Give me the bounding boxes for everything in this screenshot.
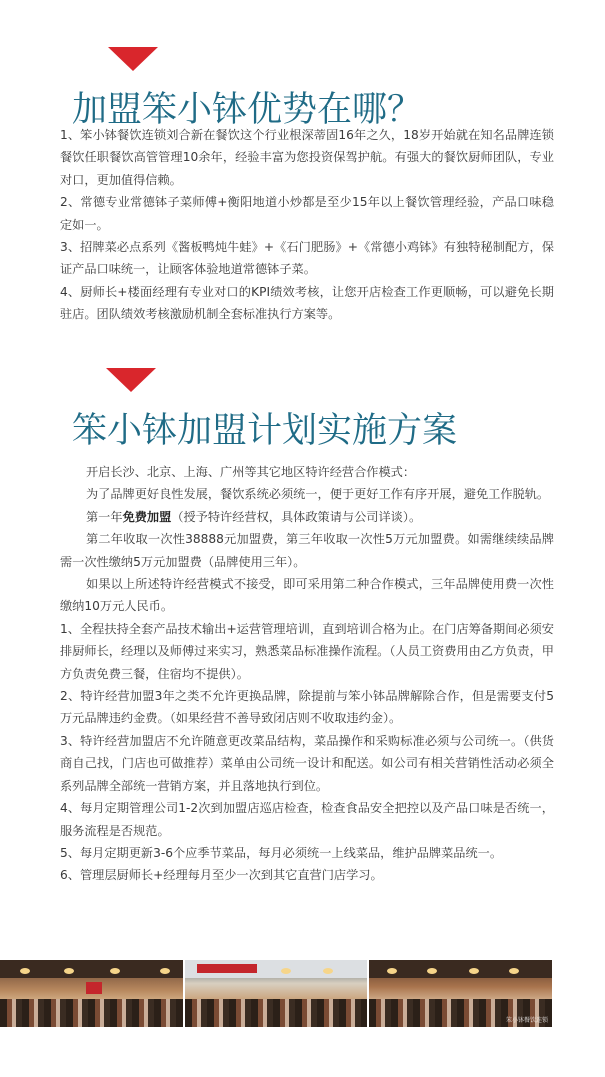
plan-item: 5、每月定期更新3-6个应季节菜品，每月必须统一上线菜品，维护品牌菜品统一。 [60, 845, 503, 860]
plan-alternative: 如果以上所述特许经营模式不接受，即可采用第二种合作模式，三年品牌使用费一次性缴纳10万元人民币。 [60, 577, 554, 614]
lamp-icon [160, 968, 170, 974]
first-year-prefix: 第一年 [86, 509, 123, 524]
lamp-icon [323, 968, 333, 974]
restaurant-photo-1 [0, 960, 183, 1027]
plan-fees: 第二年收取一次性38888元加盟费，第三年收取一次性5万元加盟费。如需继续续品牌需一次性缴纳5万元加盟费（品牌使用三年）。 [60, 532, 554, 569]
decorative-red-triangle-middle [106, 368, 156, 392]
red-sign-icon [86, 982, 102, 994]
red-sign-icon [197, 964, 257, 973]
plan-intro-2: 为了品牌更好良性发展，餐饮系统必须统一，便于更好工作有序开展，避免工作脱轨。 [86, 487, 550, 502]
restaurant-photo-2 [185, 960, 368, 1027]
restaurant-photo-strip [0, 960, 552, 1027]
advantage-paragraph: 3、招牌菜必点系列《酱板鸭炖牛蛙》+《石门肥肠》+《常德小鸡钵》有独特秘制配方，保证产品口味统一，让顾客体验地道常德钵子菜。 [60, 240, 554, 277]
advantages-body [60, 124, 554, 326]
lamp-icon [64, 968, 74, 974]
plan-item: 1、全程扶持全套产品技术输出+运营管理培训，直到培训合格为止。在门店筹备期间必须安排厨师长，经理以及师傅过来实习，熟悉菜品标准操作流程。（人员工资费用由乙方负责，甲方负责免费三餐，住宿均不提供）。 [60, 621, 554, 681]
free-franchise-highlight: 免费加盟 [122, 509, 172, 524]
section-heading-advantages: 加盟笨小钵优势在哪？ [72, 90, 423, 130]
lamp-icon [110, 968, 120, 974]
plan-item: 6、管理层厨师长+经理每月至少一次到其它直营门店学习。 [60, 868, 383, 883]
lamp-icon [20, 968, 30, 974]
lamp-icon [281, 968, 291, 974]
plan-first-year [60, 506, 554, 528]
section-heading-plan: 笨小钵加盟计划实施方案 [72, 411, 458, 451]
photo-crowd [185, 999, 368, 1027]
advantage-paragraph: 4、厨师长+楼面经理有专业对口的KPI绩效考核，让您开店检查工作更顺畅，可以避免长期驻店。团队绩效考核激励机制全套标准执行方案等。 [60, 284, 554, 322]
photo-watermark: 笨小钵餐饮连锁 [506, 1017, 549, 1024]
advantage-paragraph: 1、笨小钵餐饮连锁刘合新在餐饮这个行业根深蒂固16年之久，18岁开始就在知名品牌连锁餐饮任职餐饮高管管理10余年，经验丰富为您投资保驾护航。有强大的餐饮厨师团队，专业对口，更加值得信赖。 [60, 128, 554, 187]
plan-intro: 开启长沙、北京、上海、广州等其它地区特许经营合作模式： [86, 465, 416, 479]
plan-item: 3、特许经营加盟店不允许随意更改菜品结构，菜品操作和采购标准必须与公司统一。（供货商自己找，门店也可做推荐）菜单由公司统一设计和配送。如公司有相关营销性活动必须全系列品牌全部统一营销方案，并且落地执行到位。 [60, 733, 554, 793]
photo-ceiling [369, 960, 552, 978]
photo-crowd [0, 999, 183, 1027]
plan-item: 2、特许经营加盟3年之类不允许更换品牌，除提前与笨小钵品牌解除合作，但是需要支付5万元品牌违约金费。（如果经营不善导致闭店则不收取违约金）。 [60, 689, 554, 726]
plan-item: 4、每月定期管理公司1-2次到加盟店巡店检查，检查食品安全把控以及产品口味是否统一，服务流程是否规范。 [60, 801, 554, 838]
first-year-suffix: （授予特许经营权，具体政策请与公司详谈）。 [171, 509, 422, 524]
decorative-red-triangle-top [108, 47, 158, 71]
advantage-paragraph: 2、常德专业常德钵子菜师傅+衡阳地道小炒都是至少15年以上餐饮管理经验，产品口味稳定如一。 [60, 195, 554, 232]
restaurant-photo-3 [369, 960, 552, 1027]
plan-body [60, 461, 554, 887]
